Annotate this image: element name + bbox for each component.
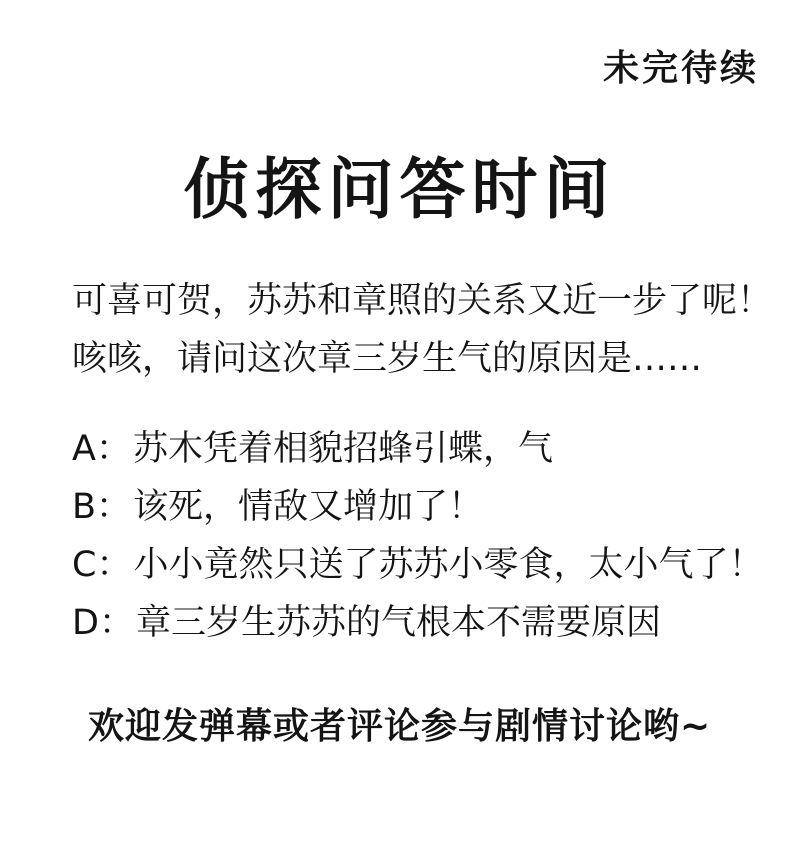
option-d-label: D： (72, 603, 134, 643)
option-c (72, 536, 769, 594)
to-be-continued-label: 未完待续 (602, 48, 759, 89)
option-d-text: 章三岁生苏苏的气根本不需要原因 (135, 603, 661, 643)
intro-line-1: 可喜可贺，苏苏和章照的关系又近一步了呢！ (72, 281, 773, 321)
option-c-text: 小小竟然只送了苏苏小零食，太小气了！ (133, 545, 764, 585)
option-a-label: A： (72, 429, 131, 469)
intro-line-2: 咳咳，请问这次章三岁生气的原因是…… (72, 339, 703, 379)
option-a (72, 420, 769, 478)
intro-paragraph (72, 272, 773, 388)
option-d (72, 594, 769, 652)
options-list (72, 420, 769, 652)
option-c-label: C： (72, 545, 132, 585)
option-a-text: 苏木凭着相貌招蜂引蝶，气 (132, 429, 553, 469)
option-b (72, 478, 769, 536)
footer-note: 欢迎发弹幕或者评论参与剧情讨论哟~ (88, 706, 712, 747)
option-b-text: 该死，情敌又增加了！ (133, 487, 484, 527)
option-b-label: B： (72, 487, 132, 527)
page-title: 侦探问答时间 (183, 151, 616, 228)
